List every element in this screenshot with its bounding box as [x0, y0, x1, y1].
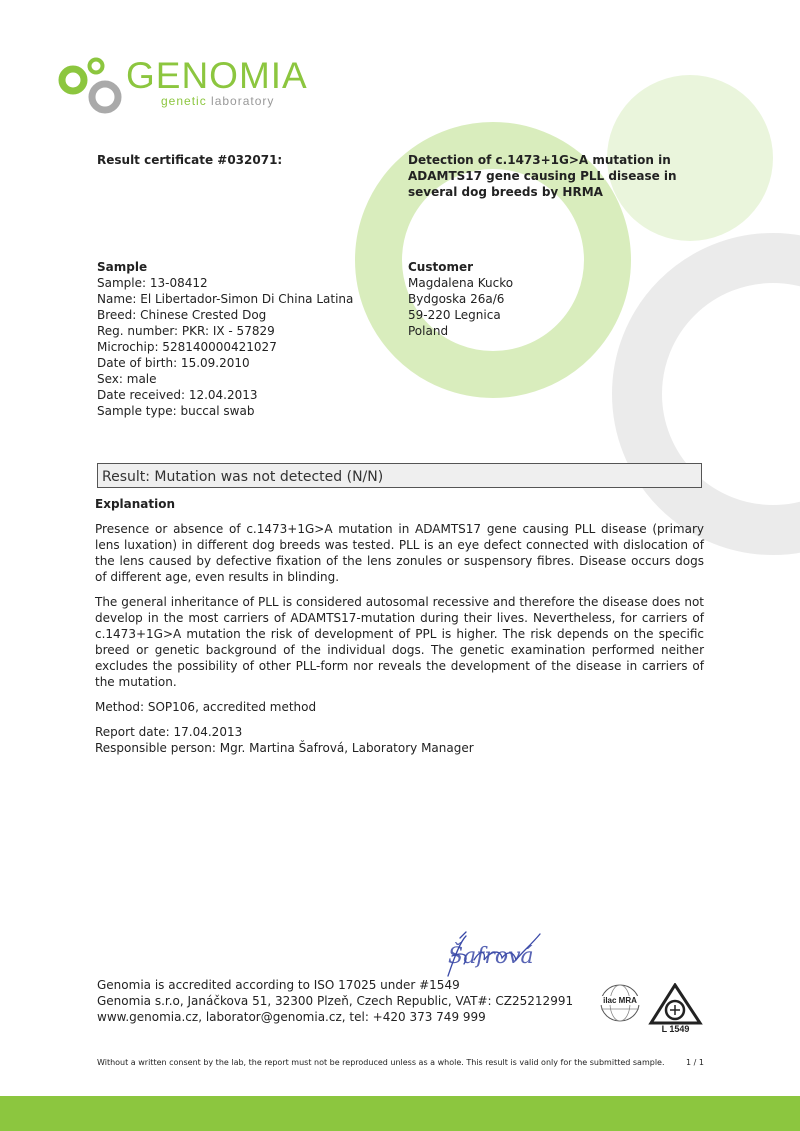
method-line: Method: SOP106, accredited method	[95, 700, 317, 714]
sample-line: Sex: male	[97, 372, 157, 386]
sample-line: Breed: Chinese Crested Dog	[97, 308, 267, 322]
footer-disclaimer: Without a written consent by the lab, the report must not be reproduced unless as a whole. This result is valid only for the submitted sample.	[97, 1058, 665, 1067]
footer-green-bar	[0, 1096, 800, 1131]
sample-line: Microchip: 528140000421027	[97, 340, 277, 354]
sample-heading: Sample	[97, 260, 148, 274]
signature	[440, 930, 550, 980]
explanation-heading: Explanation	[95, 497, 176, 511]
customer-block	[408, 259, 658, 339]
signature-text: Šafrová	[448, 944, 534, 969]
accreditation-line: Genomia is accredited according to ISO 17025 under #1549	[97, 978, 460, 992]
accreditation-mark	[648, 983, 703, 1035]
certificate-label: Result certificate #032071:	[97, 153, 283, 167]
ilac-label: ilac MRA	[599, 996, 641, 1005]
accreditation-line: www.genomia.cz, laborator@genomia.cz, tel: +420 373 749 999	[97, 1010, 486, 1024]
sample-line: Date received: 12.04.2013	[97, 388, 258, 402]
sample-line: Sample type: buccal swab	[97, 404, 255, 418]
logo	[58, 56, 348, 118]
customer-line: Magdalena Kucko	[408, 276, 514, 290]
explanation-section	[95, 496, 704, 756]
sample-line: Sample: 13-08412	[97, 276, 208, 290]
customer-line: Bydgoska 26a/6	[408, 292, 505, 306]
logo-wordmark: GENOMIA	[126, 55, 308, 96]
accreditation-block	[97, 977, 597, 1025]
logo-tagline	[161, 94, 274, 108]
sample-block	[97, 259, 397, 419]
lab-number: L 1549	[661, 1024, 690, 1034]
report-date: Report date: 17.04.2013	[95, 725, 243, 739]
sample-line: Date of birth: 15.09.2010	[97, 356, 250, 370]
accreditation-line: Genomia s.r.o, Janáčkova 51, 32300 Plzeň, Czech Republic, VAT#: CZ25212991	[97, 994, 574, 1008]
explanation-paragraph: The general inheritance of PLL is considered autosomal recessive and therefore the disease does not develop in the most carriers of ADAMTS17-mutation during their lives. Nevertheless, for carriers of c.1473+1G>A mutation the risk of development of PPL is higher. The risk depends on the specific breed or genetic background of the individual dogs. The genetic examination performed neither excludes the possibility of other PLL-form nor reveals the development of the disease in carriers of the mutation.	[95, 595, 704, 689]
page-number: 1 / 1	[686, 1058, 704, 1067]
test-title: Detection of c.1473+1G>A mutation in ADAMTS17 gene causing PLL disease in several dog breeds by HRMA	[408, 153, 677, 199]
sample-line: Name: El Libertador-Simon Di China Latina	[97, 292, 354, 306]
logo-tagline-laboratory: laboratory	[211, 94, 275, 108]
sample-line: Reg. number: PKR: IX - 57829	[97, 324, 275, 338]
result-text: Result: Mutation was not detected (N/N)	[102, 469, 384, 485]
logo-tagline-genetic: genetic	[161, 94, 207, 108]
logo-circles-icon	[58, 56, 130, 118]
customer-heading: Customer	[408, 260, 474, 274]
customer-line: 59-220 Legnica	[408, 308, 501, 322]
explanation-paragraph: Presence or absence of c.1473+1G>A mutation in ADAMTS17 gene causing PLL disease (primary lens luxation) in different dog breeds was tested. PLL is an eye defect connected with dislocation of the lens caused by defective fixation of the lens zonules or suspensory fibres. Disease occurs dogs of different age, even results in blinding.	[95, 522, 704, 584]
customer-line: Poland	[408, 324, 449, 338]
accreditation-triangle-icon	[648, 983, 703, 1025]
responsible-person: Responsible person: Mgr. Martina Šafrová, Laboratory Manager	[95, 741, 474, 755]
result-box	[97, 463, 702, 488]
ilac-mra-seal	[599, 983, 641, 1023]
